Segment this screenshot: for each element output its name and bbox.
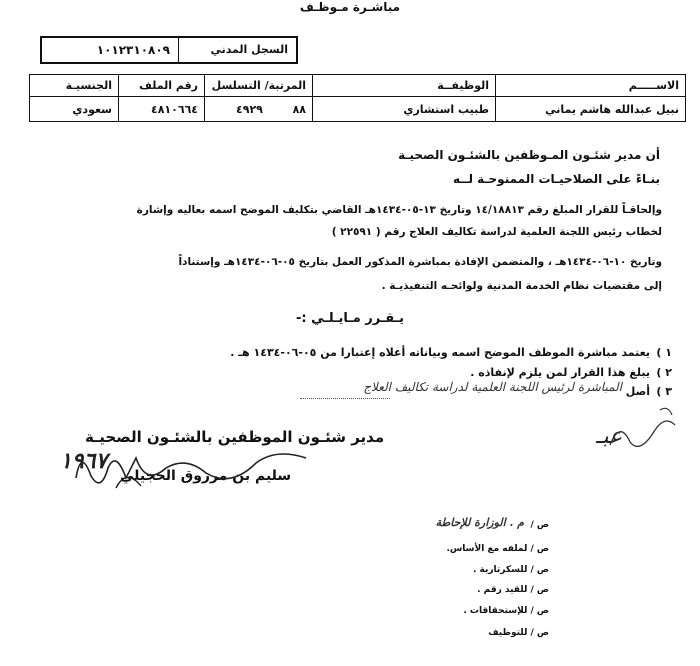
item-3-handwritten: المباشرة لرئيس اللجنة العلمية لدراسة تكاليف العلاج xyxy=(363,380,622,394)
cell-rank-seq xyxy=(205,97,313,122)
employee-table xyxy=(29,74,686,122)
civil-record-box xyxy=(40,36,298,64)
header-file-no: رقم الملف xyxy=(119,75,205,97)
cc-item-2: ص / للسكرتارية . xyxy=(472,565,549,575)
item-3-printed: أصل xyxy=(625,385,650,398)
cc-item-4: ص / للإستحقاقات . xyxy=(463,606,549,616)
item-1-text: يعتمد مباشرة الموظف الموضح اسمه وبياناته أعلاه إعتبارا من ٠٥-٠٦-١٤٣٤ هـ . xyxy=(230,346,650,359)
header-rank-seq: المرتبة/ التسلسل xyxy=(205,75,313,97)
cell-job: طبيب استشاري xyxy=(313,97,496,122)
cell-rank: ٨٨ xyxy=(292,102,306,116)
cell-nationality: سعودي xyxy=(30,97,119,122)
cc-first-prefix: ص / xyxy=(530,520,549,530)
paragraph-2-line-1: وتاريخ ١٠-٠٦-١٤٣٤هـ ، والمتضمن الإفادة بمباشرة المذكور العمل بتاريخ ٠٥-٠٦-١٤٣٤هـ وإستناداً xyxy=(178,256,662,268)
item-2-number: ٢ ) xyxy=(656,366,672,379)
signatory-title: مدير شئـون الموظفين بالشئـون الصحيـة xyxy=(85,428,385,446)
civil-record-value: ١٠١٢٣١٠٨٠٩ xyxy=(96,43,170,57)
header-job: الوظيفــة xyxy=(313,75,496,97)
handwriting-underline xyxy=(300,398,390,399)
header-name: الاســـــم xyxy=(496,75,686,97)
body-line-1: أن مدير شئـون المـوظفين بالشئـون الصحيـة xyxy=(398,148,660,162)
item-3-number: ٣ ) xyxy=(656,385,672,398)
decision-heading: يـقـرر مـايـلـي :- xyxy=(296,311,404,326)
cell-sequence: ٤٩٢٩ xyxy=(236,102,263,116)
cell-name: نبيل عبدالله هاشم يماني xyxy=(496,97,686,122)
approval-scribble xyxy=(600,400,680,460)
document-title: مباشـرة مـوظـف xyxy=(299,0,401,14)
signatory-name: سليم بن مرزوق الحجيلي xyxy=(120,468,292,484)
table-header-row xyxy=(30,75,686,97)
civil-record-label: السجل المدني xyxy=(178,38,296,62)
table-row xyxy=(30,97,686,122)
approval-mark: عبـ xyxy=(596,424,623,449)
cc-item-3: ص / للقيد رقم . xyxy=(477,585,549,595)
cell-file-no: ٤٨١٠٦٦٤ xyxy=(119,97,205,122)
paragraph-2-line-2: إلى مقتضيات نظام الخدمة المدنية ولوائحـه التنفيذيـة . xyxy=(381,280,662,292)
signature-number: ١٩٦٧ xyxy=(60,448,108,474)
cc-first-handwritten: م . الوزارة للإحاطة xyxy=(435,516,524,529)
header-nationality: الجنسيـة xyxy=(30,75,119,97)
item-2-text: يبلغ هذا القرار لمن يلزم لإنفاذه . xyxy=(470,366,650,379)
body-line-2: بنـاءً على الصلاحيـات الممنوحـة لــه xyxy=(452,172,660,186)
cc-item-1: ص / لملفه مع الأساس. xyxy=(446,544,549,554)
paragraph-1-line-2: لخطاب رئيس اللجنة العلمية لدراسة تكاليف العلاج رقم ( ٢٢٥٩١ ) xyxy=(331,226,662,238)
cc-item-5: ص / للتوظيف xyxy=(488,628,549,638)
paragraph-1-line-1: وإلحاقـاً للقرار المبلغ رقم ١٤/١٨٨١٣ وتاريخ ١٣-٠٥-١٤٣٤هـ القاضي بتكليف الموضح اسمه بعاليه وإشارة xyxy=(136,204,662,216)
item-1-number: ١ ) xyxy=(656,346,672,359)
